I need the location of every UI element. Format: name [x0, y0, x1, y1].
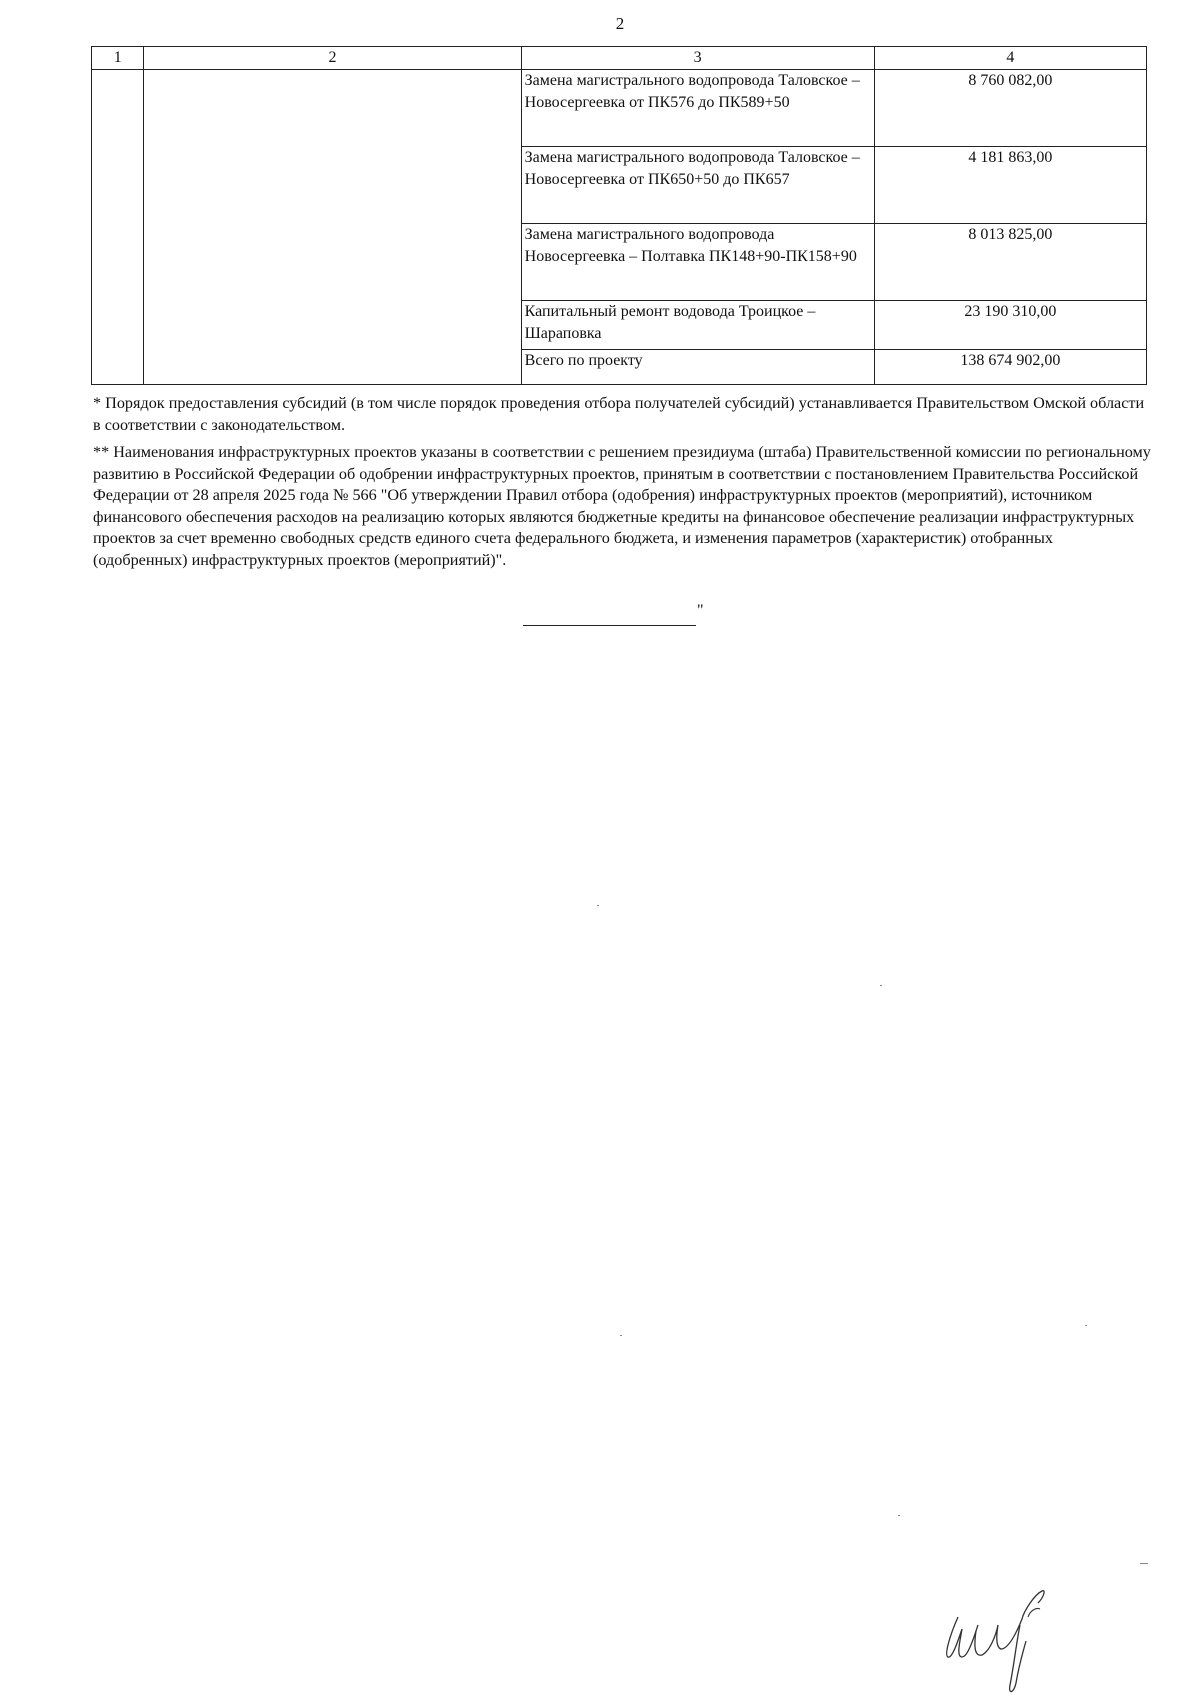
total-amount-cell: 138 674 902,00: [874, 350, 1146, 385]
cell-col-2-merged: [144, 70, 521, 385]
project-name-cell: Капитальный ремонт водовода Троицкое – Шараповка: [521, 301, 874, 350]
project-name-cell: Замена магистрального водопровода Новосергеевка – Полтавка ПК148+90-ПК158+90: [521, 224, 874, 301]
scan-speck: [880, 985, 882, 986]
total-label-cell: Всего по проекту: [521, 350, 874, 385]
project-name-cell: Замена магистрального водопровода Таловское – Новосергеевка от ПК650+50 до ПК657: [521, 147, 874, 224]
scan-speck: [597, 905, 599, 906]
project-name-cell: Замена магистрального водопровода Таловское – Новосергеевка от ПК576 до ПК589+50: [521, 70, 874, 147]
footnotes: [93, 393, 1151, 577]
header-col-1: 1: [92, 47, 144, 70]
horizontal-rule: [523, 625, 696, 626]
page-number: 2: [615, 14, 625, 33]
header-col-3: 3: [521, 47, 874, 70]
table-row: [92, 70, 1147, 147]
closing-quote: ": [697, 602, 704, 619]
scan-speck: [1140, 1563, 1148, 1564]
scan-speck: [898, 1515, 900, 1516]
scan-speck: [1085, 1325, 1087, 1326]
amount-cell: 8 013 825,00: [874, 224, 1146, 301]
footnote-1: * Порядок предоставления субсидий (в том числе порядок проведения отбора получателей субсидий) устанавливается Правительством Омской области в соответствии с законодательством.: [93, 394, 1145, 434]
scan-speck: [620, 1335, 622, 1336]
signature-icon: [940, 1545, 1100, 1695]
footnote-2: ** Наименования инфраструктурных проектов указаны в соответствии с решением президиума (штаба) Правительственной комиссии по региональному развитию в Российской Федерации об одобрении инфраструктурных проектов, принятым в соответствии с постановлением Правительства Российской Федерации от 28 апреля 2025 года № 566 "Об утверждении Правил отбора (одобрения) инфраструктурных проектов (мероприятий), источником финансового обеспечения расходов на реализацию которых являются бюджетные кредиты на финансовое обеспечение реализации инфраструктурных проектов за счет временно свободных средств единого счета федерального бюджета, и изменения параметров (характеристик) отобранных (одобренных) инфраструктурных проектов (мероприятий)".: [93, 443, 1151, 569]
amount-cell: 4 181 863,00: [874, 147, 1146, 224]
header-col-2: 2: [144, 47, 521, 70]
amount-cell: 23 190 310,00: [874, 301, 1146, 350]
cell-col-1-merged: [92, 70, 144, 385]
projects-table: [91, 46, 1147, 385]
header-col-4: 4: [874, 47, 1146, 70]
closing-line: [523, 602, 704, 626]
amount-cell: 8 760 082,00: [874, 70, 1146, 147]
table-header-row: [92, 47, 1147, 70]
